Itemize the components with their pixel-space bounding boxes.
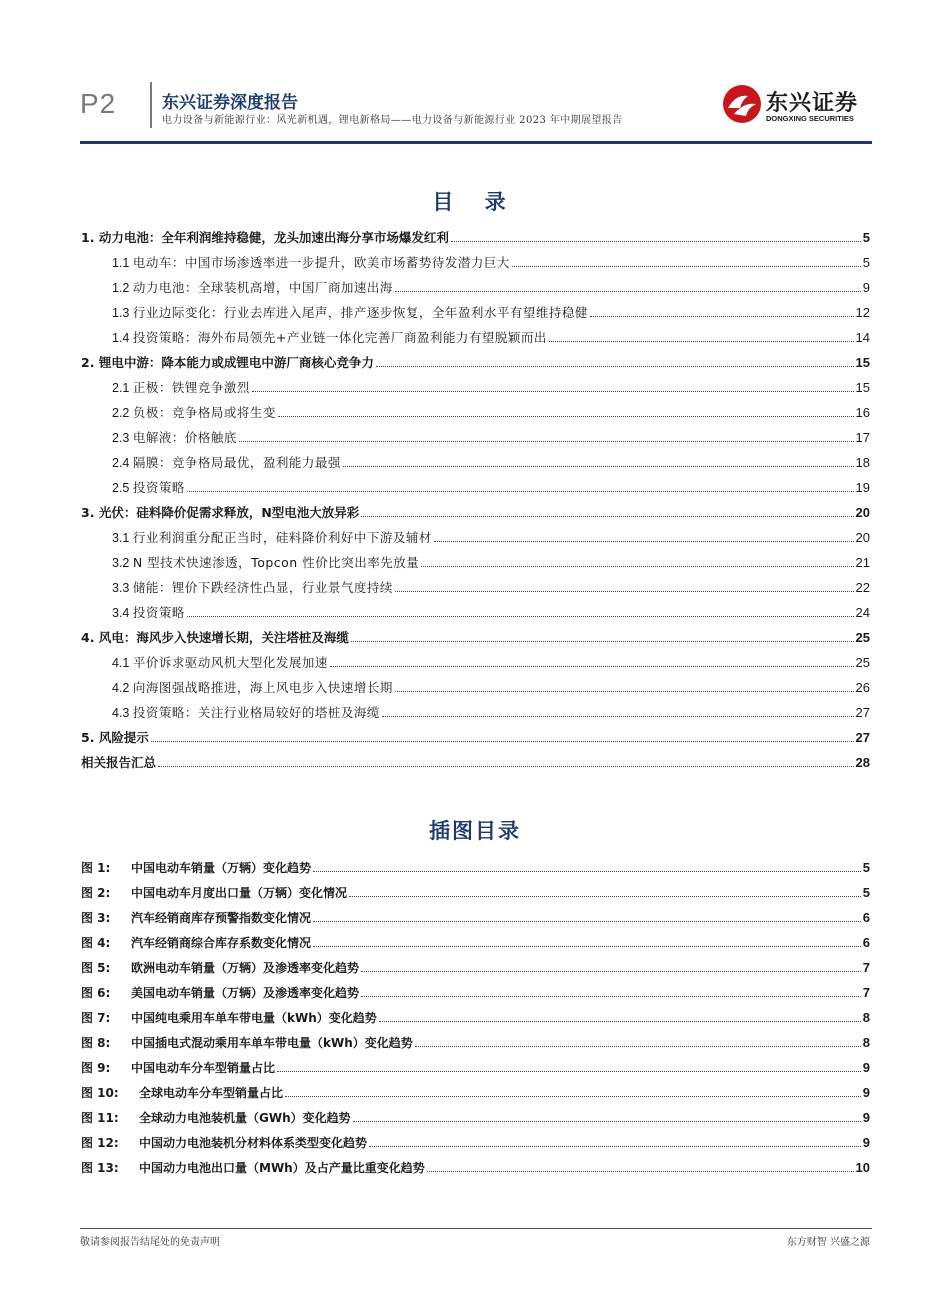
figure-entry[interactable]: 图 8: 中国插电式混动乘用车单车带电量（kWh）变化趋势 8 [81,1035,870,1050]
toc-entry[interactable]: 3.2 N 型技术快速渗透，Topcon 性价比突出率先放量 21 [112,555,870,570]
toc-entry[interactable]: 2.2 负极：竞争格局或将生变 16 [112,405,870,420]
page-number: P2 [80,88,117,119]
toc-entry[interactable]: 相关报告汇总 28 [81,755,870,770]
toc-entry[interactable]: 1.1 电动车：中国市场渗透率进一步提升，欧美市场蓄势待发潜力巨大 5 [112,255,870,270]
logo-text-en: DONGXING SECURITIES [766,114,854,123]
figure-entry[interactable]: 图 2: 中国电动车月度出口量（万辆）变化情况 5 [81,885,870,900]
toc-entry[interactable]: 1.2 动力电池：全球装机高增，中国厂商加速出海 9 [112,280,870,295]
toc-entry[interactable]: 3.4 投资策略 24 [112,605,870,620]
figure-entry[interactable]: 图 7: 中国纯电乘用车单车带电量（kWh）变化趋势 8 [81,1010,870,1025]
figure-entry[interactable]: 图 11: 全球动力电池装机量（GWh）变化趋势 9 [81,1110,870,1125]
toc-entry[interactable]: 4.2 向海图强战略推进，海上风电步入快速增长期 26 [112,680,870,695]
header-rule [80,141,872,144]
toc-entry[interactable]: 3.3 储能：锂价下跌经济性凸显，行业景气度持续 22 [112,580,870,595]
toc-entry[interactable]: 2.1 正极：铁锂竞争激烈 15 [112,380,870,395]
toc-entry[interactable]: 2. 锂电中游：降本能力或成锂电中游厂商核心竞争力 15 [81,355,870,370]
figure-entry[interactable]: 图 3: 汽车经销商库存预警指数变化情况 6 [81,910,870,925]
toc-entry[interactable]: 2.5 投资策略 19 [112,480,870,495]
figure-entry[interactable]: 图 6: 美国电动车销量（万辆）及渗透率变化趋势 7 [81,985,870,1000]
figure-entry[interactable]: 图 1: 中国电动车销量（万辆）变化趋势 5 [81,860,870,875]
logo-mark-icon [722,84,762,124]
figures-heading: 插图目录 [429,819,521,843]
report-title: 东兴证券深度报告 [162,93,298,113]
toc-entry[interactable]: 1.3 行业边际变化：行业去库进入尾声，排产逐步恢复，全年盈利水平有望维持稳健 12 [112,305,870,320]
toc-entry[interactable]: 4. 风电：海风步入快速增长期，关注塔桩及海缆 25 [81,630,870,645]
toc-entry[interactable]: 3. 光伏：硅料降价促需求释放，N型电池大放异彩 20 [81,505,870,520]
logo-text-cn: 东兴证券 [766,91,859,116]
figure-entry[interactable]: 图 9: 中国电动车分车型销量占比 9 [81,1060,870,1075]
figure-entry[interactable]: 图 12: 中国动力电池装机分材料体系类型变化趋势 9 [81,1135,870,1150]
footer-slogan: 东方财智 兴盛之源 [786,1237,870,1248]
page-header [80,78,872,148]
figure-entry[interactable]: 图 5: 欧洲电动车销量（万辆）及渗透率变化趋势 7 [81,960,870,975]
toc-entry[interactable]: 1.4 投资策略：海外布局领先+产业链一体化完善厂商盈利能力有望脱颖而出 14 [112,330,870,345]
figure-entry[interactable]: 图 10: 全球电动车分车型销量占比 9 [81,1085,870,1100]
toc-entry[interactable]: 3.1 行业利润重分配正当时，硅料降价利好中下游及辅材 20 [112,530,870,545]
company-logo [722,84,872,130]
toc-entry[interactable]: 4.3 投资策略：关注行业格局较好的塔桩及海缆 27 [112,705,870,720]
toc-heading: 目 录 [432,190,518,214]
toc-entry[interactable]: 2.3 电解液：价格触底 17 [112,430,870,445]
header-divider [150,82,152,128]
toc-entry[interactable]: 5. 风险提示 27 [81,730,870,745]
figure-entry[interactable]: 图 4: 汽车经销商综合库存系数变化情况 6 [81,935,870,950]
toc-entry[interactable]: 4.1 平价诉求驱动风机大型化发展加速 25 [112,655,870,670]
figure-entry[interactable]: 图 13: 中国动力电池出口量（MWh）及占产量比重变化趋势 10 [81,1160,870,1175]
toc-entry[interactable]: 1. 动力电池：全年利润维持稳健，龙头加速出海分享市场爆发红利 5 [81,230,870,245]
footer-disclaimer: 敬请参阅报告结尾处的免责声明 [80,1237,220,1248]
footer-rule [80,1228,872,1229]
report-subtitle: 电力设备与新能源行业：风光新机遇，锂电新格局——电力设备与新能源行业 2023 年中期展望报告 [162,115,623,126]
toc-entry[interactable]: 2.4 隔膜：竞争格局最优，盈利能力最强 18 [112,455,870,470]
